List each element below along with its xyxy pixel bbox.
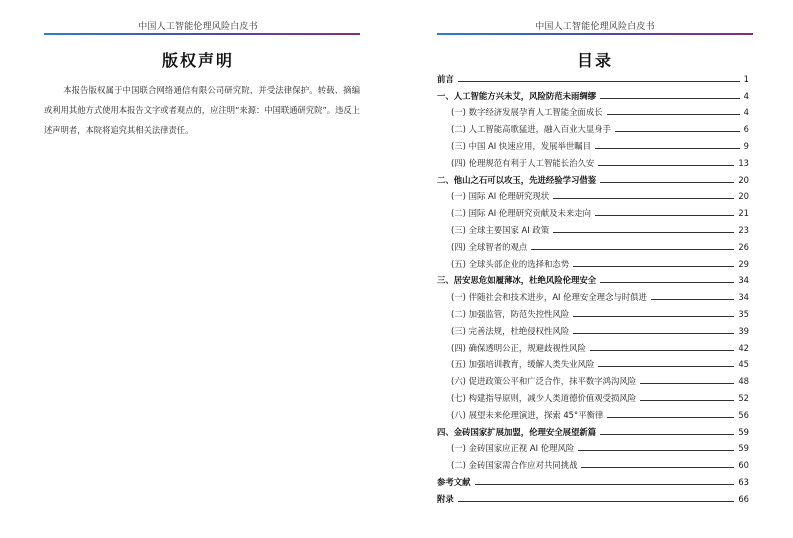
toc-entry-title: (二) 金砖国家需合作应对共同挑战 [451, 460, 578, 471]
toc-entry-title: 附录 [437, 493, 454, 504]
toc-entry-page: 6 [743, 124, 749, 135]
toc-entry[interactable] [437, 421, 749, 438]
toc-leader-line [600, 182, 734, 183]
toc-entry-page: 60 [738, 460, 749, 471]
toc-entry[interactable] [437, 219, 749, 236]
toc-entry-title: (一) 数字经济发展孕育人工智能全面成长 [451, 107, 603, 118]
toc-entry-page: 56 [738, 409, 749, 420]
toc-leader-line [553, 232, 734, 233]
toc-entry-title: (一) 金砖国家应正视 AI 伦理风险 [451, 443, 575, 454]
toc-entry[interactable] [437, 370, 749, 387]
toc-leader-line [458, 81, 740, 82]
toc-entry-page: 52 [738, 392, 749, 403]
toc-leader-line [600, 434, 734, 435]
toc-leader-line [553, 198, 734, 199]
toc-entry-page: 20 [738, 191, 749, 202]
toc-entry-page: 66 [738, 493, 749, 504]
toc-entry-title: 二、他山之石可以攻玉，先进经验学习借鉴 [437, 174, 597, 185]
toc-entry-page: 13 [738, 157, 749, 168]
toc-leader-line [531, 249, 734, 250]
copyright-text: 本报告版权属于中国联合网络通信有限公司研究院，并受法律保护。转载、摘编或利用其他方式使用本报告文字或者观点的，应注明“来源：中国联通研究院”。违反上述声明者，本院将追究其相关法律责任。 [44, 85, 360, 135]
toc-entry-page: 35 [738, 308, 749, 319]
toc-entry-title: (一) 伴随社会和技术进步，AI 伦理安全理念与时俱进 [451, 292, 647, 303]
toc-entry[interactable] [437, 387, 749, 404]
toc-entry-title: 参考文献 [437, 476, 471, 487]
toc-entry-page: 39 [738, 325, 749, 336]
toc-entry[interactable] [437, 286, 749, 303]
toc-entry-title: (四) 全球智者的观点 [451, 241, 528, 252]
toc-entry-page: 21 [738, 208, 749, 219]
toc-leader-line [590, 350, 735, 351]
toc-leader-line [598, 366, 734, 367]
toc-entry[interactable] [437, 354, 749, 371]
header-rule [437, 33, 753, 35]
toc-entry-page: 4 [743, 107, 749, 118]
toc-entry-page: 59 [738, 443, 749, 454]
toc-entry-title: (六) 促进政策公平和广泛合作，抹平数字鸿沟风险 [451, 376, 637, 387]
toc-entry-title: 四、金砖国家扩展加盟，伦理安全展望新篇 [437, 426, 597, 437]
toc-entry[interactable] [437, 253, 749, 270]
toc-entry-title: (四) 确保透明公正，规避歧视性风险 [451, 342, 586, 353]
toc-leader-line [581, 467, 734, 468]
toc-entry[interactable] [437, 471, 749, 488]
toc-leader-line [458, 501, 735, 502]
toc-entry[interactable] [437, 102, 749, 119]
toc-entry[interactable] [437, 169, 749, 186]
toc-entry[interactable] [437, 68, 749, 85]
toc-leader-line [573, 333, 734, 334]
toc-entry[interactable] [437, 85, 749, 102]
toc-entry-page: 34 [738, 292, 749, 303]
toc-leader-line [578, 450, 734, 451]
toc-entry[interactable] [437, 404, 749, 421]
toc-entry[interactable] [437, 135, 749, 152]
toc-entry-title: (二) 人工智能高歌猛进，融入百业大显身手 [451, 124, 611, 135]
toc-entry[interactable] [437, 202, 749, 219]
toc-leader-line [475, 484, 735, 485]
toc-entry-page: 45 [738, 359, 749, 370]
toc-leader-line [600, 282, 734, 283]
toc-leader-line [595, 215, 734, 216]
toc-entry-page: 29 [738, 258, 749, 269]
running-header: 中国人工智能伦理风险白皮书 [138, 22, 258, 32]
toc-entry-page: 9 [743, 140, 749, 151]
toc-page [397, 0, 793, 538]
toc-leader-line [640, 400, 734, 401]
toc-entry-title: (五) 全球头部企业的选择和态势 [451, 258, 570, 269]
page-title: 版权声明 [161, 51, 234, 70]
toc-entry-page: 59 [738, 426, 749, 437]
toc-leader-line [598, 165, 734, 166]
toc-entry[interactable] [437, 270, 749, 287]
toc-entry[interactable] [437, 488, 749, 505]
toc-entry-page: 26 [738, 241, 749, 252]
toc-entry[interactable] [437, 152, 749, 169]
toc-entry-title: (一) 国际 AI 伦理研究现状 [451, 191, 550, 202]
toc-entry-page: 48 [738, 376, 749, 387]
toc-entry-page: 34 [738, 275, 749, 286]
toc-entry-title: 前言 [437, 73, 454, 84]
copyright-paragraph [44, 80, 360, 140]
copyright-page [0, 0, 396, 538]
header-rule [44, 33, 360, 35]
toc-leader-line [615, 131, 740, 132]
toc-entry-title: (二) 加强监管，防范失控性风险 [451, 308, 570, 319]
toc-entry-page: 42 [738, 342, 749, 353]
toc-entry-page: 23 [738, 224, 749, 235]
toc-entry-title: (三) 中国 AI 快速应用，发展举世瞩目 [451, 140, 591, 151]
toc-entry-title: (七) 构建指导原则，减少人类道德价值观受损风险 [451, 392, 637, 403]
toc-leader-line [607, 417, 734, 418]
toc-entry[interactable] [437, 454, 749, 471]
toc-leader-line [640, 383, 734, 384]
toc-entry[interactable] [437, 438, 749, 455]
toc-leader-line [607, 114, 740, 115]
page-title: 目录 [576, 51, 613, 70]
toc-entry-page: 1 [743, 73, 749, 84]
toc-entry[interactable] [437, 186, 749, 203]
toc-leader-line [651, 299, 734, 300]
toc-leader-line [573, 316, 734, 317]
toc-leader-line [595, 148, 740, 149]
toc-entry-title: (四) 伦理规范有利于人工智能长治久安 [451, 157, 595, 168]
toc-leader-line [600, 98, 740, 99]
toc-entry-title: (五) 加强培训教育，缓解人类失业风险 [451, 359, 595, 370]
toc-leader-line [573, 266, 734, 267]
toc-entry-title: (八) 展望未来伦理演进，探索 45°平衡律 [451, 409, 604, 420]
toc-entry-title: 一、人工智能方兴未艾，风险防范未雨绸缪 [437, 90, 597, 101]
toc-entry[interactable] [437, 303, 749, 320]
table-of-contents [437, 68, 749, 505]
toc-entry-title: 三、居安思危如履薄冰，杜绝风险伦理安全 [437, 275, 597, 286]
toc-entry-page: 4 [743, 90, 749, 101]
toc-entry-title: (三) 全球主要国家 AI 政策 [451, 224, 550, 235]
toc-entry-title: (二) 国际 AI 伦理研究贡献及未来走向 [451, 208, 591, 219]
running-header: 中国人工智能伦理风险白皮书 [535, 22, 655, 32]
toc-entry-title: (三) 完善法规，杜绝侵权性风险 [451, 325, 570, 336]
toc-entry[interactable] [437, 118, 749, 135]
toc-entry[interactable] [437, 236, 749, 253]
toc-entry[interactable] [437, 320, 749, 337]
toc-entry-page: 20 [738, 174, 749, 185]
toc-entry-page: 63 [738, 476, 749, 487]
toc-entry[interactable] [437, 337, 749, 354]
